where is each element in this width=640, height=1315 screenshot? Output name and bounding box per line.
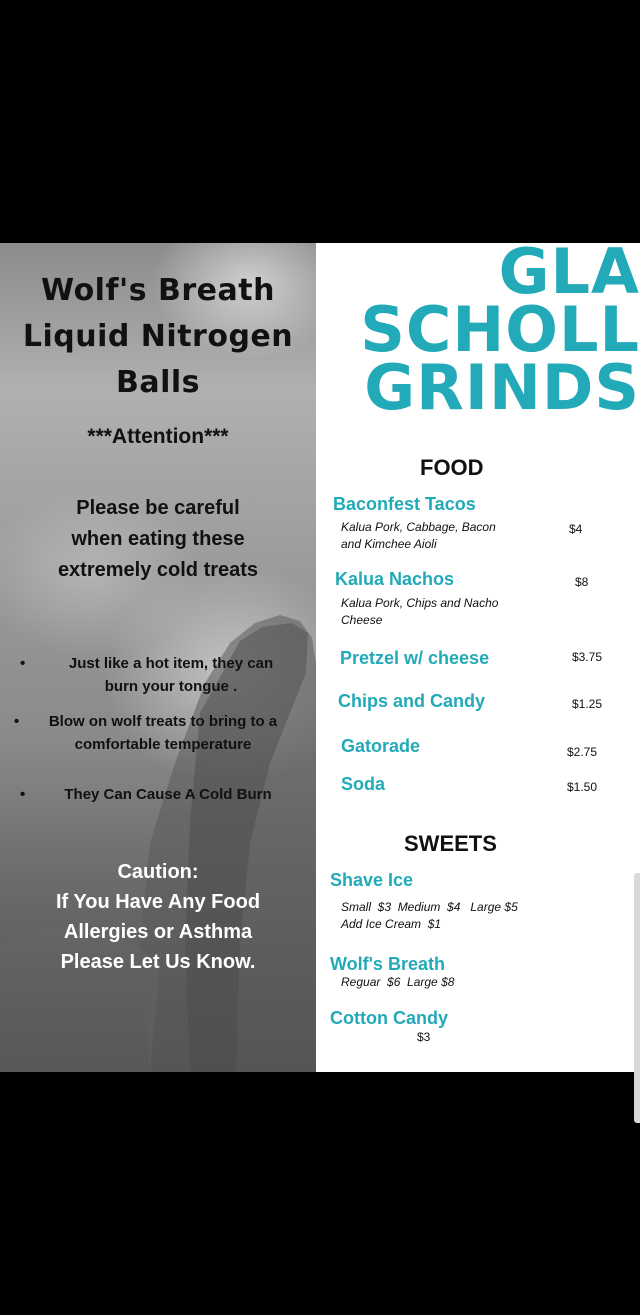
menu-item-name: Wolf's Breath [330, 954, 445, 974]
caution-line: Allergies or Asthma [63, 921, 253, 943]
menu-panel [316, 243, 640, 1072]
menu-item-price: $1.25 [572, 697, 603, 711]
brand-line-3: GRINDS [364, 351, 640, 424]
description-line: Kalua Pork, Chips and Nacho [341, 596, 499, 610]
bullet-line: comfortable temperature [74, 736, 252, 753]
safety-bullet [30, 710, 296, 756]
attention-heading: ***Attention*** [87, 425, 229, 448]
menu-item-price: $1.50 [567, 780, 598, 794]
bullet-line: They Can Cause A Cold Burn [64, 786, 272, 803]
food-section-title: FOOD [420, 455, 484, 480]
panel-title-line-2: Liquid Nitrogen [22, 319, 294, 354]
allergy-caution [20, 857, 296, 977]
wolf-breath-panel [0, 243, 316, 1072]
menu-item-name: Baconfest Tacos [333, 494, 476, 514]
scrollbar[interactable] [634, 873, 640, 1123]
description-line: Cheese [341, 613, 383, 627]
menu-item-price: $8 [575, 575, 589, 589]
careful-notice [28, 493, 288, 586]
caution-line: Please Let Us Know. [60, 951, 256, 973]
menu-item-name: Kalua Nachos [335, 569, 455, 589]
description-line: Add Ice Cream $1 [341, 917, 442, 931]
description-line: Reguar $6 Large $8 [341, 975, 455, 989]
safety-bullet [40, 652, 302, 698]
menu-item-name: Soda [341, 774, 386, 794]
panel-title-line-1: Wolf's Breath [41, 273, 275, 308]
description-line: Kalua Pork, Cabbage, Bacon [341, 520, 496, 534]
caution-line: If You Have Any Food [55, 891, 261, 913]
safety-bullet [40, 783, 296, 806]
description-line: and Kimchee Aioli [341, 537, 437, 551]
description-line: Small $3 Medium $4 Large $5 [341, 900, 518, 914]
bullet-line: Just like a hot item, they can [68, 655, 274, 672]
bullet-line: burn your tongue . [104, 678, 238, 695]
menu-item-name: Shave Ice [330, 870, 414, 890]
menu-item-description [341, 519, 496, 553]
bullet-dot: • [20, 786, 26, 803]
bullet-dot: • [20, 655, 26, 672]
menu-item-description [341, 974, 454, 991]
menu-poster [0, 243, 640, 1072]
menu-item-name: Pretzel w/ cheese [340, 648, 490, 668]
bullet-dot: • [14, 713, 20, 730]
menu-item-name: Chips and Candy [338, 691, 486, 711]
brand-line-1: GLA [498, 243, 640, 308]
menu-item-price: $3 [417, 1030, 431, 1044]
brand-line-2: SCHOLL [360, 293, 640, 366]
careful-line: Please be careful [76, 497, 240, 519]
panel-title-line-3: Balls [115, 365, 201, 400]
menu-item-price: $3.75 [572, 650, 603, 664]
caution-line: Caution: [117, 861, 199, 883]
careful-line: extremely cold treats [57, 559, 259, 581]
bullet-line: Blow on wolf treats to bring to a [48, 713, 278, 730]
careful-line: when eating these [71, 528, 245, 550]
menu-item-name: Cotton Candy [330, 1008, 448, 1028]
menu-item-price: $4 [569, 522, 583, 536]
menu-item-description [341, 899, 518, 933]
sweets-section-title: SWEETS [404, 831, 497, 856]
menu-item-description [341, 595, 498, 629]
menu-item-price: $2.75 [567, 745, 598, 759]
menu-item-name: Gatorade [341, 736, 421, 756]
